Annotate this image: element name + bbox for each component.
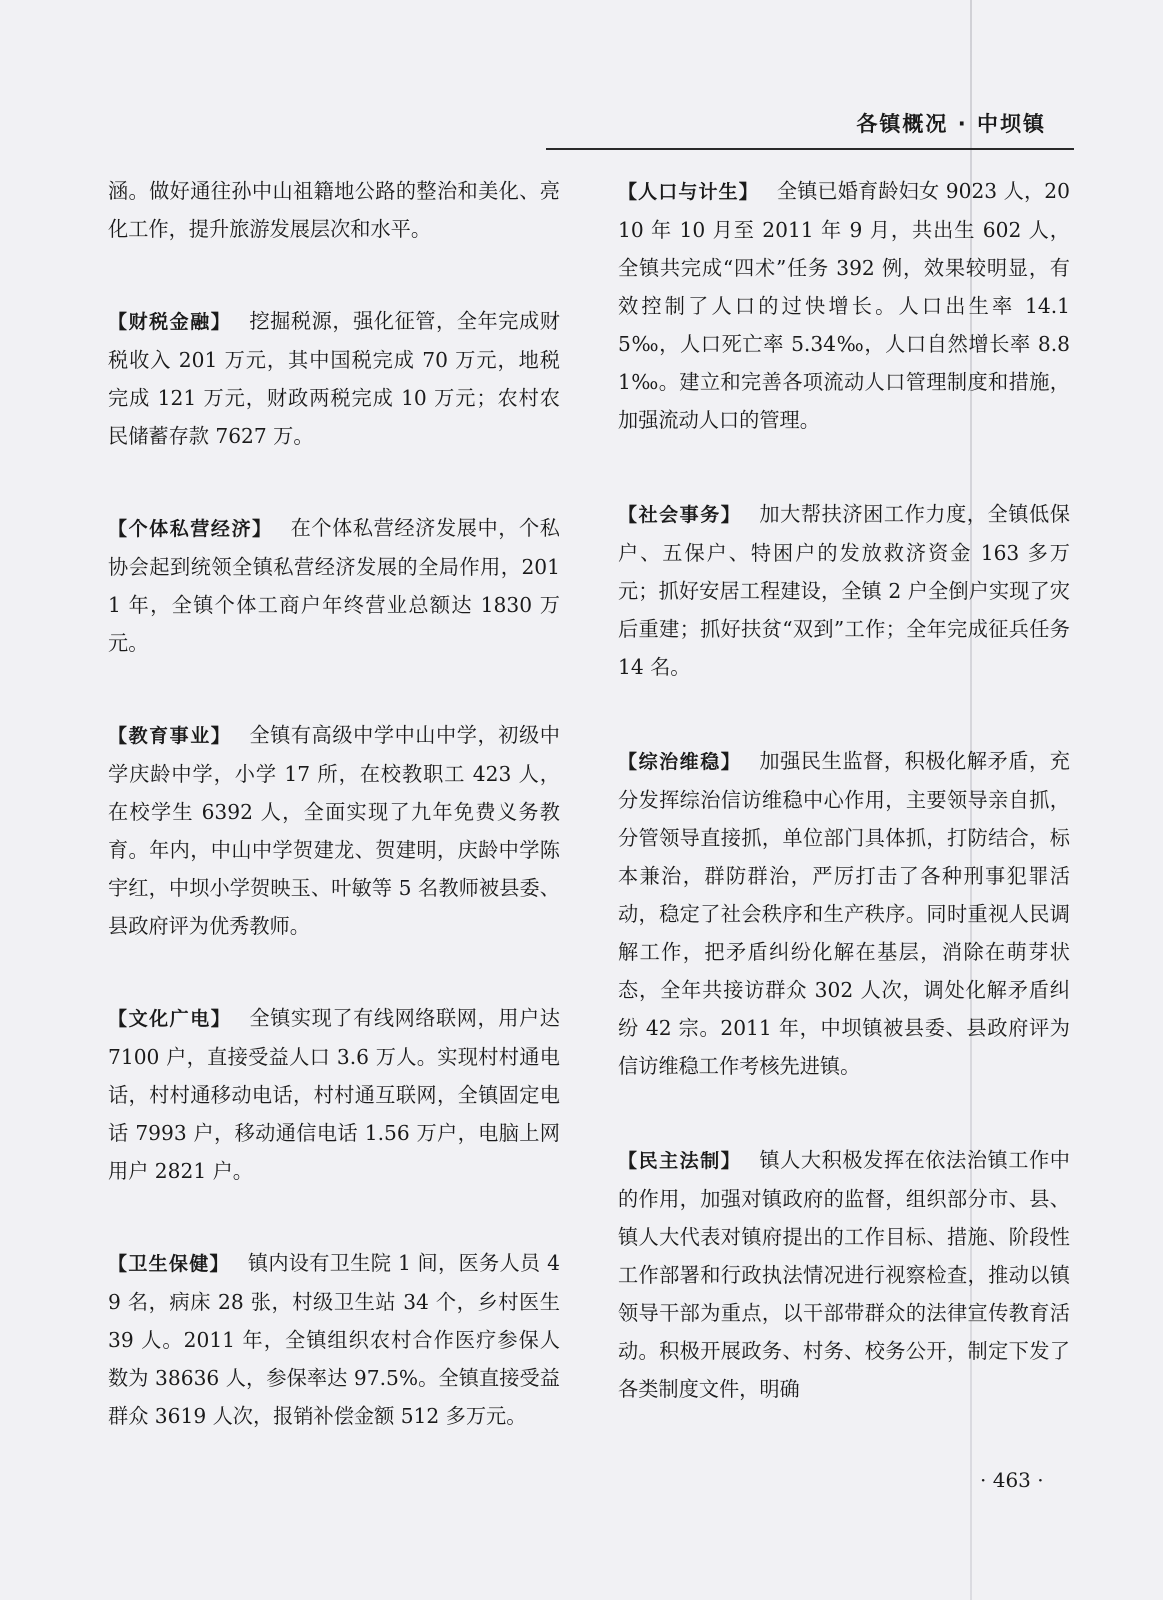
section-heading: 【 社会事务 】 (618, 504, 741, 526)
paragraph-text: 加强民生监督，积极化解矛盾，充分发挥综治信访维稳中心作用，主要领导亲自抓，分管领导直接抓，单位部门具体抓，打防结合，标本兼治，群防群治，严厉打击了各种刑事犯罪活动，稳定了社会秩序和生产秩序。同时重视人民调解工作，把矛盾纠纷化解在基层，消除在萌芽状态，全年共接访群众 302 人次，调处化解矛盾纠纷 42 宗。2011 年，中坝镇被县委、县政府评为信访维稳工作考核先进镇。 (618, 749, 1070, 1078)
section-heading: 【 综治维稳 】 (618, 751, 741, 773)
header-title: 各镇概况 · 中坝镇 (856, 112, 1046, 136)
running-header (546, 104, 1074, 150)
section-democracy-law (618, 1141, 1070, 1408)
paragraph-text: 全镇已婚育龄妇女 9023 人，2010 年 10 月至 2011 年 9 月，共出生 602 人，全镇共完成“四术”任务 392 例，效果较明显，有效控制了人口的过快增长。人口出生率 14.15‰，人口死亡率 5.34‰，人口自然增长率 8.81‰。建立和完善各项流动人口管理制度和措施，加强流动人口的管理。 (618, 179, 1070, 432)
section-private-economy (108, 509, 560, 662)
section-population-planning (618, 172, 1070, 439)
paragraph-text: 加大帮扶济困工作力度，全镇低保户、五保户、特困户的发放救济资金 163 多万元；抓好安居工程建设，全镇 2 户全倒户实现了灾后重建；抓好扶贫“双到”工作；全年完成征兵任务 14 名。 (618, 502, 1070, 679)
section-heading: 【 教育事业 】 (108, 725, 231, 747)
section-heading: 【 文化广电 】 (108, 1008, 231, 1030)
section-heading: 【 人口与计生 】 (618, 181, 759, 203)
section-heading: 【 个体私营经济 】 (108, 518, 273, 540)
page-number: · 463 · (980, 1468, 1044, 1492)
section-education (108, 716, 560, 945)
right-column (618, 172, 1070, 1408)
section-social-affairs (618, 495, 1070, 686)
paragraph-text: 全镇实现了有线网络联网，用户达 7100 户，直接受益人口 3.6 万人。实现村村通电话，村村通移动电话，村村通互联网，全镇固定电话 7993 户，移动通信电话 1.56 万户，电脑上网用户 2821 户。 (108, 1006, 560, 1183)
paragraph-text: 镇内设有卫生院 1 间，医务人员 49 名，病床 28 张，村级卫生站 34 个，乡村医生 39 人。2011 年，全镇组织农村合作医疗参保人数为 38636 人，参保率达 97.5%。全镇直接受益群众 3619 人次，报销补偿金额 512 多万元。 (108, 1251, 560, 1428)
section-heading: 【 民主法制 】 (618, 1150, 741, 1172)
paragraph-text: 挖掘税源，强化征管，全年完成财税收入 201 万元，其中国税完成 70 万元，地税完成 121 万元，财政两税完成 10 万元；农村农民储蓄存款 7627 万。 (108, 309, 560, 448)
paragraph-text: 涵。做好通往孙中山祖籍地公路的整治和美化、亮化工作，提升旅游发展层次和水平。 (108, 179, 560, 241)
paragraph-continuation (108, 172, 560, 248)
section-public-security (618, 742, 1070, 1085)
left-column (108, 172, 560, 1435)
section-heading: 【 财税金融 】 (108, 311, 231, 333)
section-health (108, 1244, 560, 1435)
section-heading: 【 卫生保健 】 (108, 1253, 230, 1275)
paragraph-text: 在个体私营经济发展中，个私协会起到统领全镇私营经济发展的全局作用，2011 年，全镇个体工商户年终营业总额达 1830 万元。 (108, 516, 560, 655)
section-culture-broadcast (108, 999, 560, 1190)
paragraph-text: 镇人大积极发挥在依法治镇工作中的作用，加强对镇政府的监督，组织部分市、县、镇人大代表对镇府提出的工作目标、措施、阶段性工作部署和行政执法情况进行视察检查，推动以镇领导干部为重点，以干部带群众的法律宣传教育活动。积极开展政务、村务、校务公开，制定下发了各类制度文件，明确 (618, 1148, 1070, 1401)
paragraph-text: 全镇有高级中学中山中学，初级中学庆龄中学，小学 17 所，在校教职工 423 人，在校学生 6392 人，全面实现了九年免费义务教育。年内，中山中学贺建龙、贺建明，庆龄中学陈宇红，中坝小学贺映玉、叶敏等 5 名教师被县委、县政府评为优秀教师。 (108, 723, 560, 938)
section-fiscal-finance (108, 302, 560, 455)
